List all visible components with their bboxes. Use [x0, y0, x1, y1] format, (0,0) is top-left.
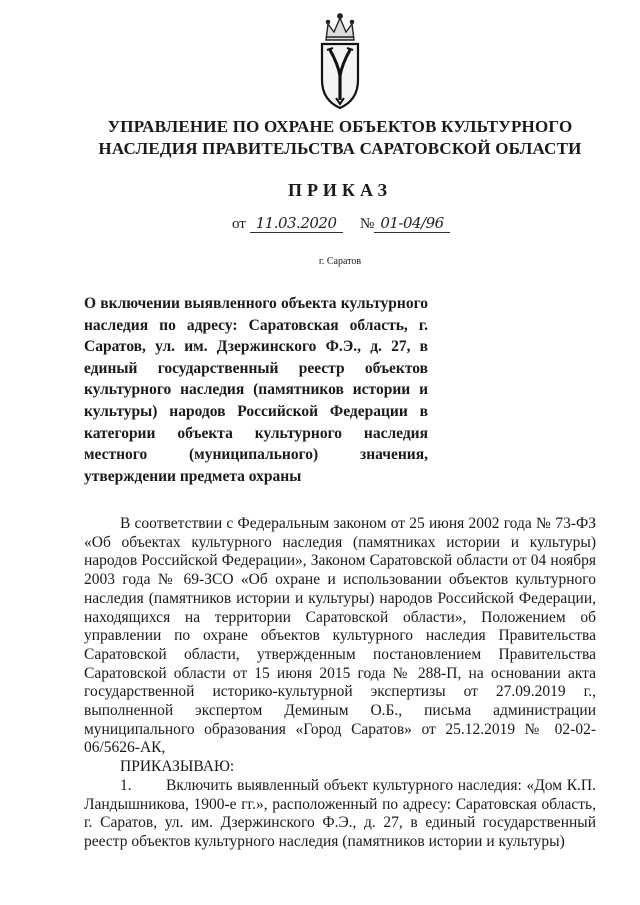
date-prefix: от — [232, 216, 246, 232]
document-body — [84, 515, 596, 852]
order-subject: О включении выявленного объекта культурного наследия по адресу: Саратовская область, г. Саратов, ул. им. Дзержинского Ф.Э., д. 27, в единый государственный реестр объектов культурного наследия (памятников истории и культуры) народов Российской Федерации в категории объекта культурного наследия местного (муниципального) значения, утверждении предмета охраны — [84, 295, 428, 485]
preamble-paragraph: В соответствии с Федеральным законом от 25 июня 2002 года № 73-ФЗ «Об объектах культурного наследия (памятниках истории и культуры) народов Российской Федерации», Законом Саратовской области от 04 ноября 2003 года № 69-ЗСО «Об охране и использовании объектов культурного наследия (памятников истории и культуры) народов Российской Федерации, находящихся на территории Саратовской области», Положением об управлении по охране объектов культурного наследия Правительства Саратовской области, утвержденным постановлением Правительства Саратовской области от 15 июня 2015 года № 288-П, на основании акта государственной историко-культурной экспертизы от 27.09.2019 г., выполненной экспертом Деминым О.Б., письма администрации муниципального образования «Город Саратов» от 25.12.2019 № 02-02-06/5626-АК, — [84, 515, 596, 757]
agency-name — [60, 116, 620, 160]
document-title: ПРИКАЗ — [287, 180, 393, 200]
order-item-1-text: Включить выявленный объект культурного наследия: «Дом К.П. Ландышникова, 1900-е гг.», расположенный по адресу: Саратовская область, г. Саратов, ул. им. Дзержинского Ф.Э., д. 27, в единый государственный реестр объектов культурного наследия (памятников истории и культуры) — [84, 776, 596, 850]
agency-name-line-2: НАСЛЕДИЯ ПРАВИТЕЛЬСТВА САРАТОВСКОЙ ОБЛАСТИ — [98, 139, 582, 158]
agency-name-line-1: УПРАВЛЕНИЕ ПО ОХРАНЕ ОБЪЕКТОВ КУЛЬТУРНОГО — [107, 117, 573, 136]
saratov-coat-of-arms-icon — [316, 10, 364, 110]
order-number: 01-04/96 — [374, 214, 449, 233]
order-item-1-number: 1. — [120, 776, 132, 794]
number-prefix: № — [360, 216, 375, 232]
order-date-number-line — [232, 214, 450, 233]
order-date: 11.03.2020 — [250, 214, 343, 233]
city: г. Саратов — [318, 256, 362, 267]
orders-word: ПРИКАЗЫВАЮ: — [120, 758, 235, 776]
order-item-1 — [84, 777, 596, 852]
